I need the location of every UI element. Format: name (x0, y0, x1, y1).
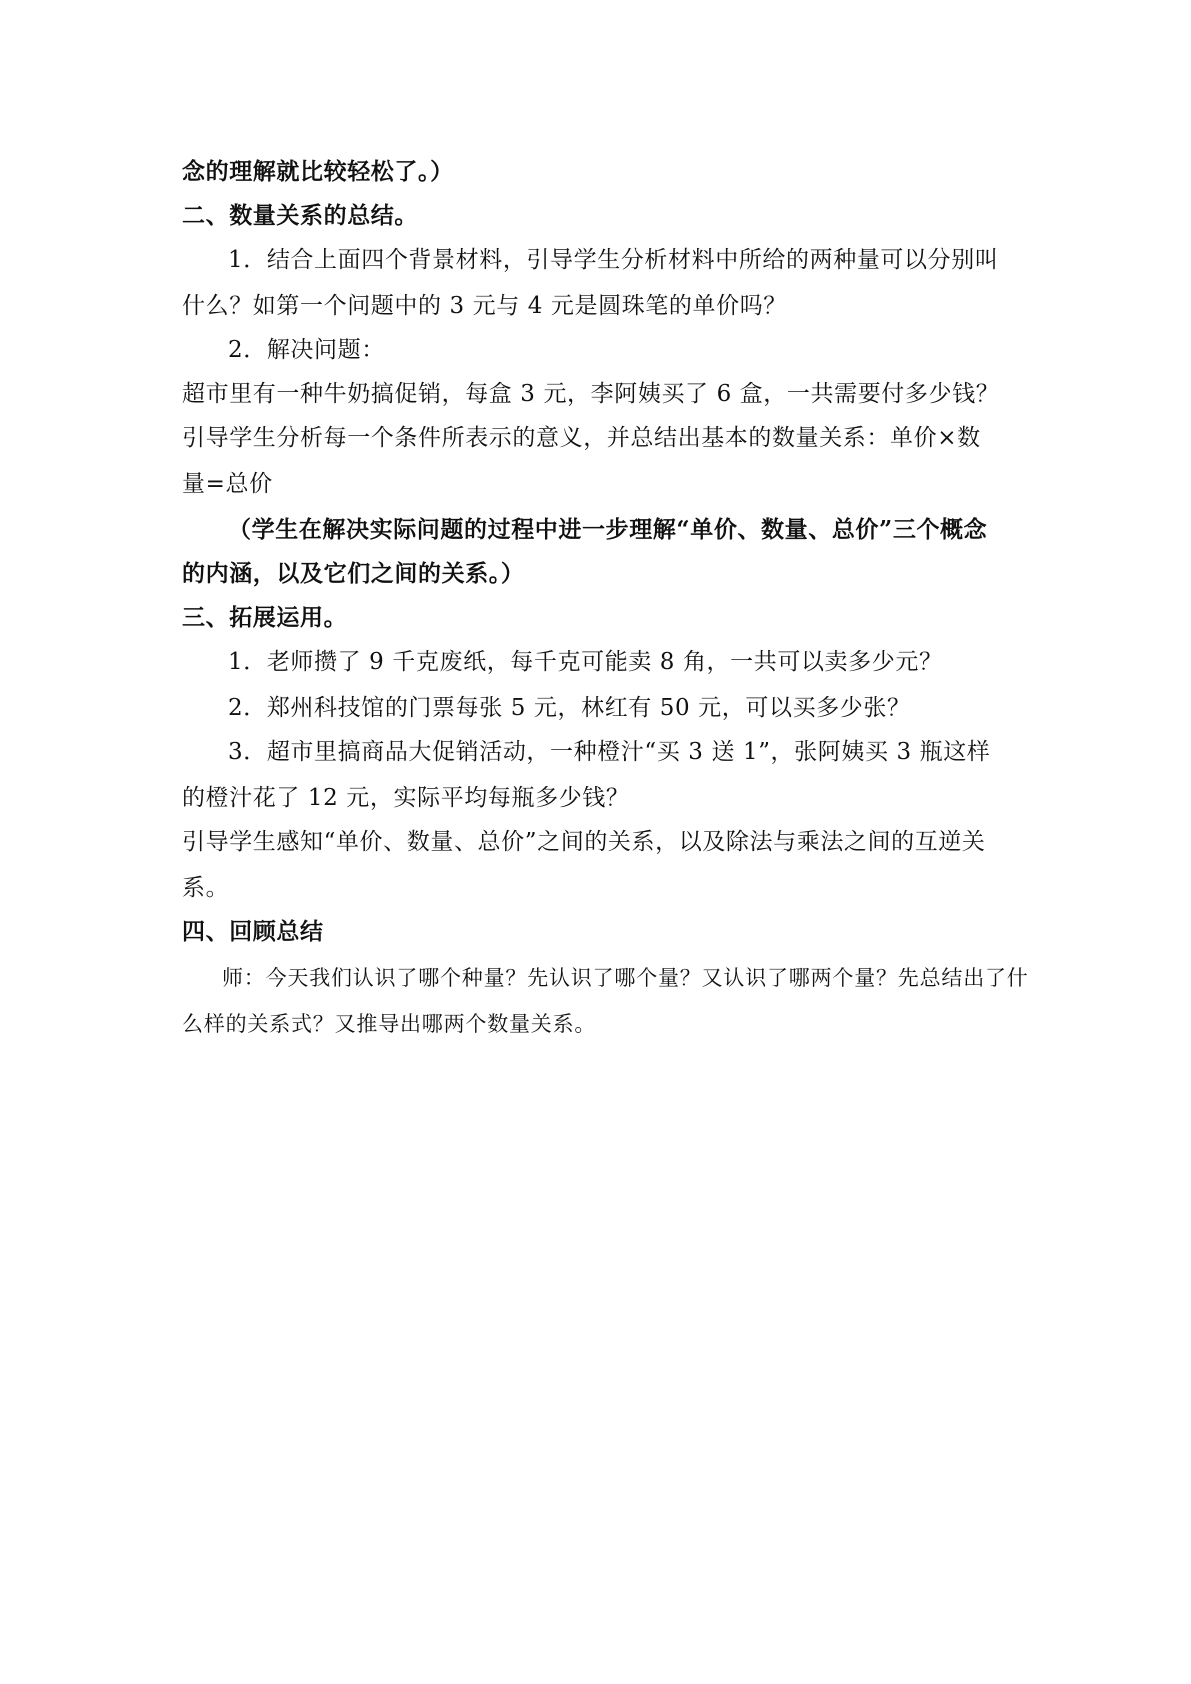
section2-problem: 超市里有一种牛奶搞促销，每盒 3 元，李阿姨买了 6 盒，一共需要付多少钱？ (182, 381, 1000, 407)
section2-guidance-line2: 量=总价 (182, 471, 273, 497)
section2-note-line1: （学生在解决实际问题的过程中进一步理解“单价、数量、总价”三个概念 (228, 516, 988, 543)
section3-item1: 1．老师攒了 9 千克废纸，每千克可能卖 8 角，一共可以卖多少元？ (228, 649, 943, 675)
continued-paragraph-end: 念的理解就比较轻松了。） (182, 158, 454, 185)
section3-item2: 2．郑州科技馆的门票每张 5 元，林红有 50 元，可以买多少张？ (228, 695, 911, 721)
section-heading-2: 二、数量关系的总结。 (182, 202, 418, 229)
section2-guidance-line1: 引导学生分析每一个条件所表示的意义，并总结出基本的数量关系：单价×数 (182, 425, 981, 451)
section4-text-line2: 么样的关系式？又推导出哪两个数量关系。 (182, 1012, 597, 1036)
section2-item1-line2: 什么？如第一个问题中的 3 元与 4 元是圆珠笔的单价吗？ (182, 293, 787, 319)
section3-guidance-line1: 引导学生感知“单价、数量、总价”之间的关系，以及除法与乘法之间的互逆关 (182, 829, 986, 855)
section2-item2-label: 2．解决问题： (228, 337, 385, 363)
section3-item3-line1: 3．超市里搞商品大促销活动，一种橙汁“买 3 送 1”，张阿姨买 3 瓶这样 (228, 739, 991, 765)
section-heading-3: 三、拓展运用。 (182, 604, 348, 631)
section3-guidance-line2: 系。 (182, 875, 230, 901)
section-heading-4: 四、回顾总结 (182, 918, 324, 945)
section2-item1-line1: 1．结合上面四个背景材料，引导学生分析材料中所给的两种量可以分别叫 (228, 247, 999, 273)
section2-note-line2: 的内涵，以及它们之间的关系。） (182, 560, 525, 587)
section3-item3-line2: 的橙汁花了 12 元，实际平均每瓶多少钱？ (182, 785, 630, 811)
section4-text-line1: 师：今天我们认识了哪个种量？先认识了哪个量？又认识了哪两个量？先总结出了什 (222, 966, 1029, 990)
